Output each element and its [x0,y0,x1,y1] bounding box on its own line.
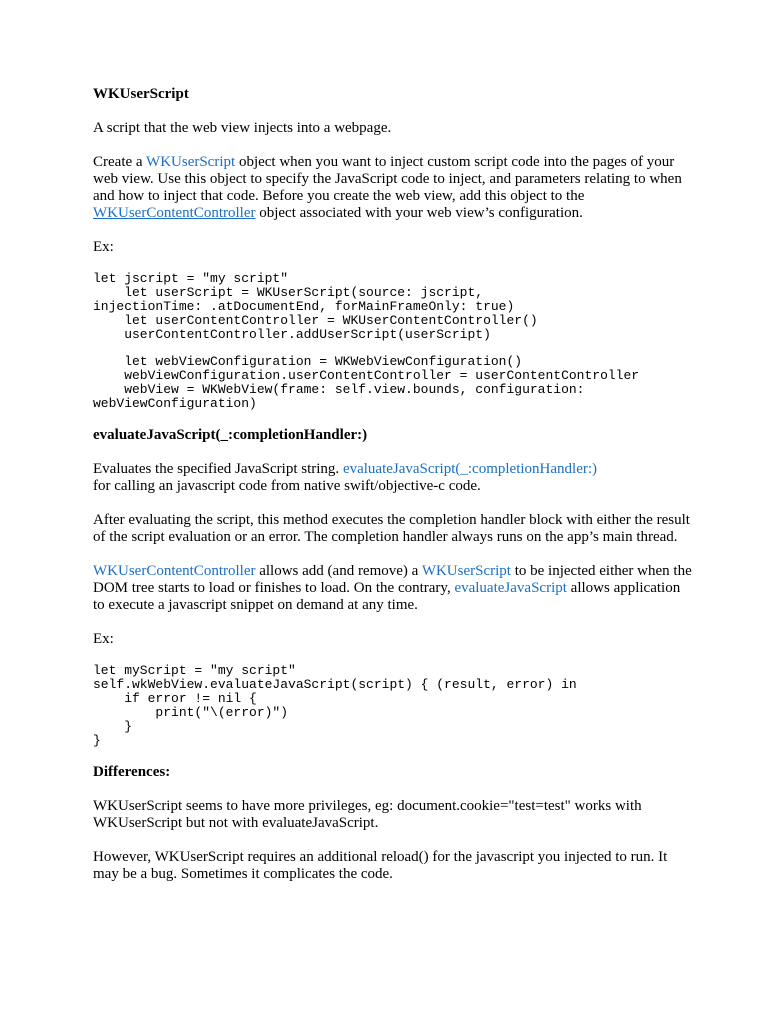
paragraph-comparison [93,563,693,614]
code-block-evaluatejavascript: let myScript = "my script" self.wkWebView.evaluateJavaScript(script) { (result, error) in if error != nil { print("\(error)") } } [93,663,577,748]
document-page [93,86,693,883]
heading-evaluatejavascript: evaluateJavaScript(_:completionHandler:) [93,427,368,444]
link-evaluatejavascript[interactable]: evaluateJavaScript [454,580,567,597]
link-wkusercontentcontroller[interactable]: WKUserContentController [93,563,256,580]
heading-wkuserscript: WKUserScript [93,86,189,102]
text-segment: Create a [93,154,147,170]
text-segment: for calling an javascript code from native swift/objective-c code. [93,478,481,495]
paragraph-create [93,154,693,222]
text-segment: allows add (and remove) a [255,563,422,580]
link-wkuserscript[interactable]: WKUserScript [146,154,236,170]
link-evaluatejavascript-completion[interactable]: evaluateJavaScript(_:completionHandler:) [342,461,598,478]
paragraph-privileges: WKUserScript seems to have more privileges, eg: document.cookie="test=test" works with WKUserScript but not with evaluateJavaScript. [93,797,642,831]
link-wkuserscript[interactable]: WKUserScript [421,563,511,580]
paragraph-evaluates [93,461,693,495]
heading-differences: Differences: [93,763,171,780]
example-label: Ex: [93,631,114,648]
example-label: Ex: [93,239,114,255]
paragraph-after-evaluating: After evaluating the script, this method executes the completion handler block with either the result of the script evaluation or an error. The completion handler always runs on the app’s main thread. [93,512,690,546]
link-wkusercontentcontroller[interactable]: WKUserContentController [93,205,256,221]
code-block-wkuserscript: let jscript = "my script" let userScript = WKUserScript(source: jscript, injectionTime: .atDocumentEnd, forMainFrameOnly: true) let userContentController = WKUserContentController() userContentController.addUserScript(userScript) let webViewConfiguration = WKWebViewConfiguration() webViewConfiguration.userContentController = userContentController webView = WKWebView(frame: self.view.bounds, configuration: webViewConfiguration) [93,271,640,412]
text-segment: allows application to execute a javascript snippet on demand at any time. [93,580,681,614]
intro-paragraph: A script that the web view injects into a webpage. [93,120,392,136]
text-segment: object associated with your web view’s configuration. [255,205,583,221]
paragraph-reload: However, WKUserScript requires an additional reload() for the javascript you injected to run. It may be a bug. Sometimes it complicates the code. [93,848,668,882]
text-segment: Evaluates the specified JavaScript string. [93,461,343,478]
text-segment: object when you want to inject custom script code into the pages of your web view. Use this object to specify the JavaScript code to inject, and parameters relating to when and how to inject that code. Before you create the web view, add this object to the [93,154,682,204]
text-segment: to be injected either when the DOM tree starts to load or finishes to load. On the contrary, [93,563,692,597]
